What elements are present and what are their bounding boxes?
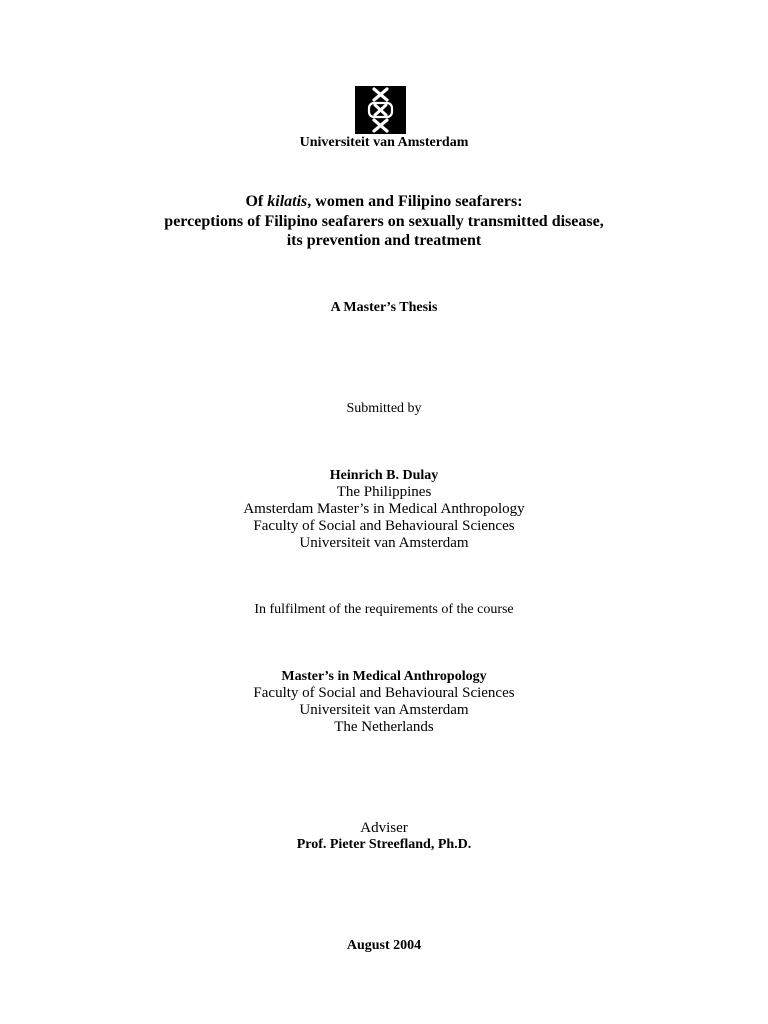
- course-university: Universiteit van Amsterdam: [299, 702, 469, 718]
- thesis-title-line-1: [0, 192, 768, 211]
- course-faculty: Faculty of Social and Behavioural Sciences: [253, 685, 515, 701]
- title-pre: Of: [245, 193, 268, 210]
- thesis-title-line-2: perceptions of Filipino seafarers on sexually transmitted disease,: [164, 213, 604, 230]
- author-university: Universiteit van Amsterdam: [299, 535, 469, 551]
- author-faculty: Faculty of Social and Behavioural Sciences: [253, 518, 515, 534]
- author-program: Amsterdam Master’s in Medical Anthropology: [243, 501, 525, 517]
- thesis-title-line-3: its prevention and treatment: [286, 232, 482, 249]
- university-name: Universiteit van Amsterdam: [299, 135, 469, 150]
- title-italic-word: kilatis: [267, 193, 308, 210]
- adviser-name: Prof. Pieter Streefland, Ph.D.: [296, 837, 472, 852]
- title-post: , women and Filipino seafarers:: [307, 193, 523, 210]
- submission-date: August 2004: [346, 938, 422, 953]
- university-crest-icon: [355, 86, 406, 134]
- author-name: Heinrich B. Dulay: [329, 468, 439, 483]
- adviser-label: Adviser: [360, 820, 408, 836]
- course-country: The Netherlands: [334, 719, 434, 735]
- author-country: The Philippines: [336, 484, 432, 500]
- thesis-type: A Master’s Thesis: [330, 300, 438, 315]
- submitted-by-label: Submitted by: [346, 401, 422, 416]
- fulfilment-statement: In fulfilment of the requirements of the course: [254, 602, 514, 617]
- course-name: Master’s in Medical Anthropology: [281, 669, 487, 684]
